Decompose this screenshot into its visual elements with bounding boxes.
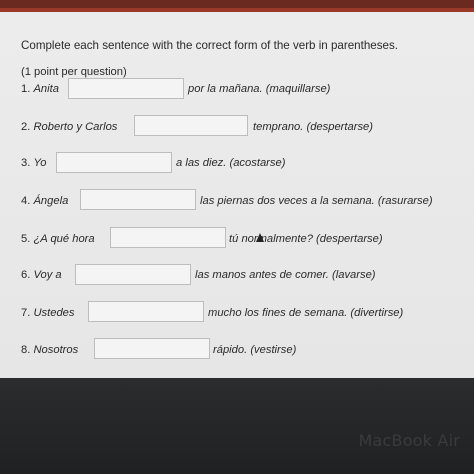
points-note: (1 point per question)	[21, 66, 127, 78]
question-6-label: 6. Voy a	[21, 269, 62, 281]
answer-input-5[interactable]	[110, 227, 226, 248]
answer-input-1[interactable]	[68, 78, 184, 99]
question-4-prompt: las piernas dos veces a la semana. (rasurarse)	[200, 195, 433, 207]
laptop-bezel	[0, 378, 474, 474]
instructions: Complete each sentence with the correct form of the verb in parentheses.	[21, 39, 398, 52]
question-1-prompt: por la mañana. (maquillarse)	[188, 83, 331, 95]
answer-input-2[interactable]	[134, 115, 248, 136]
answer-input-8[interactable]	[94, 338, 210, 359]
question-3-prompt: a las diez. (acostarse)	[176, 157, 286, 169]
question-1-label: 1. Anita	[21, 83, 59, 95]
answer-input-3[interactable]	[56, 152, 172, 173]
question-7-prompt: mucho los fines de semana. (divertirse)	[208, 307, 404, 319]
question-6-prompt: las manos antes de comer. (lavarse)	[195, 269, 376, 281]
question-3-label: 3. Yo	[21, 157, 47, 169]
question-8-prompt: rápido. (vestirse)	[213, 344, 297, 356]
question-5-label: 5. ¿A qué hora	[21, 233, 95, 245]
question-2-label: 2. Roberto y Carlos	[21, 121, 118, 133]
worksheet-screen	[0, 12, 474, 378]
question-8-label: 8. Nosotros	[21, 344, 79, 356]
question-4-label: 4. Ángela	[21, 195, 69, 207]
answer-input-6[interactable]	[75, 264, 191, 285]
answer-input-4[interactable]	[80, 189, 196, 210]
brand-label: MacBook Air	[358, 431, 460, 450]
question-2-prompt: temprano. (despertarse)	[253, 121, 374, 133]
question-7-label: 7. Ustedes	[21, 307, 75, 319]
answer-input-7[interactable]	[88, 301, 204, 322]
browser-top-strip	[0, 0, 474, 12]
mouse-pointer-icon	[256, 233, 264, 242]
question-5-prompt: tú normalmente? (despertarse)	[229, 233, 383, 245]
